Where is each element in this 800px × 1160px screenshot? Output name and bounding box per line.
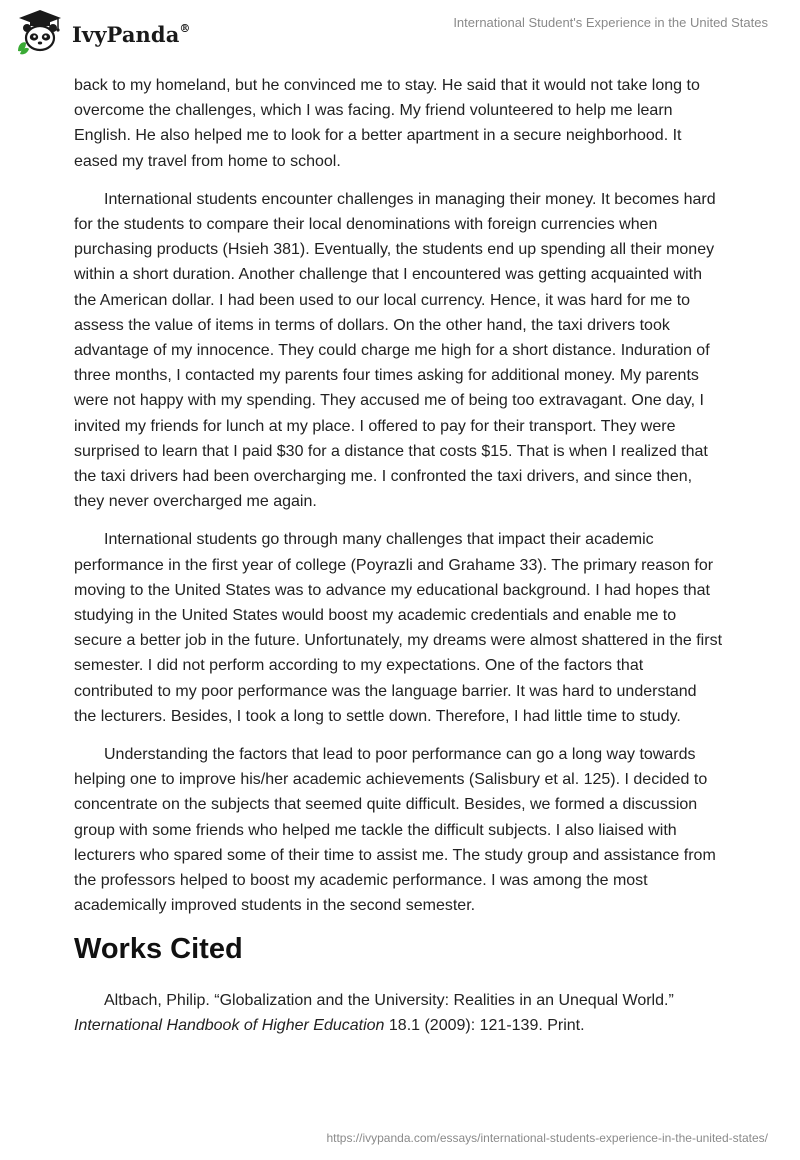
panda-graduate-icon <box>14 9 66 55</box>
paragraph-continuation: back to my homeland, but he convinced me to stay. He said that it would not take long to overcome the challenges, which I was facing. My friend volunteered to help me learn English. He also helped me to look for a better apartment in a secure neighborhood. It eased my travel from home to school. <box>74 77 700 170</box>
page-header <box>0 0 800 70</box>
citation-details: 18.1 (2009): 121-139. Print. <box>388 1016 585 1034</box>
citation-entry <box>74 988 722 1038</box>
document-title: International Student's Experience in the United States <box>453 15 768 30</box>
paragraph-money-management: International students encounter challenges in managing their money. It becomes hard for the students to compare their local denominations with foreign currencies when purchasing products (Hsieh 381). Eventually, the students end up spending all their money within a short duration. Another challenge that I encountered was getting acquainted with the American dollar. I had been used to our local currency. Hence, it was hard for me to assess the value of items in terms of dollars. On the other hand, the taxi drivers took advantage of my innocence. They could charge me high for a short distance. Induration of three months, I contacted my parents four times asking for additional money. My parents were not happy with my spending. They accused me of being too extravagant. One day, I invited my friends for lunch at my place. I offered to pay for their transport. They were surprised to learn that I paid $30 for a distance that costs $15. That is when I realized that the taxi drivers had been overcharging me. I confronted the taxi drivers, and since then, they never overcharged me again. <box>74 190 716 511</box>
brand-logo[interactable] <box>14 9 191 55</box>
essay-body <box>74 70 722 1038</box>
brand-name: IvyPanda® <box>72 21 191 47</box>
source-url[interactable]: https://ivypanda.com/essays/international-students-experience-in-the-united-states/ <box>326 1131 768 1145</box>
citation-author-title: Altbach, Philip. “Globalization and the University: Realities in an Unequal World.” <box>104 991 674 1009</box>
paragraph-academic-improvement: Understanding the factors that lead to poor performance can go a long way towards helping one to improve his/her academic achievements (Salisbury et al. 125). I decided to concentrate on the subjects that seemed quite difficult. Besides, we formed a discussion group with some friends who helped me tackle the difficult subjects. I also liaised with lecturers who spared some of their time to assist me. The study group and assistance from the professors helped to boost my academic performance. I was among the most academically improved students in the second semester. <box>74 746 716 915</box>
paragraph-academic-challenges: International students go through many challenges that impact their academic performance in the first year of college (Poyrazli and Grahame 33). The primary reason for moving to the United States was to advance my educational background. I had hopes that studying in the United States would boost my academic credentials and enable me to secure a better job in the future. Unfortunately, my dreams were almost shattered in the first semester. I did not perform according to my expectations. One of the factors that contributed to my poor performance was the language barrier. It was hard to understand the lecturers. Besides, I took a long to settle down. Therefore, I had little time to study. <box>74 531 723 725</box>
citation-journal: International Handbook of Higher Education <box>74 1016 385 1034</box>
works-cited-heading: Works Cited <box>74 932 243 965</box>
